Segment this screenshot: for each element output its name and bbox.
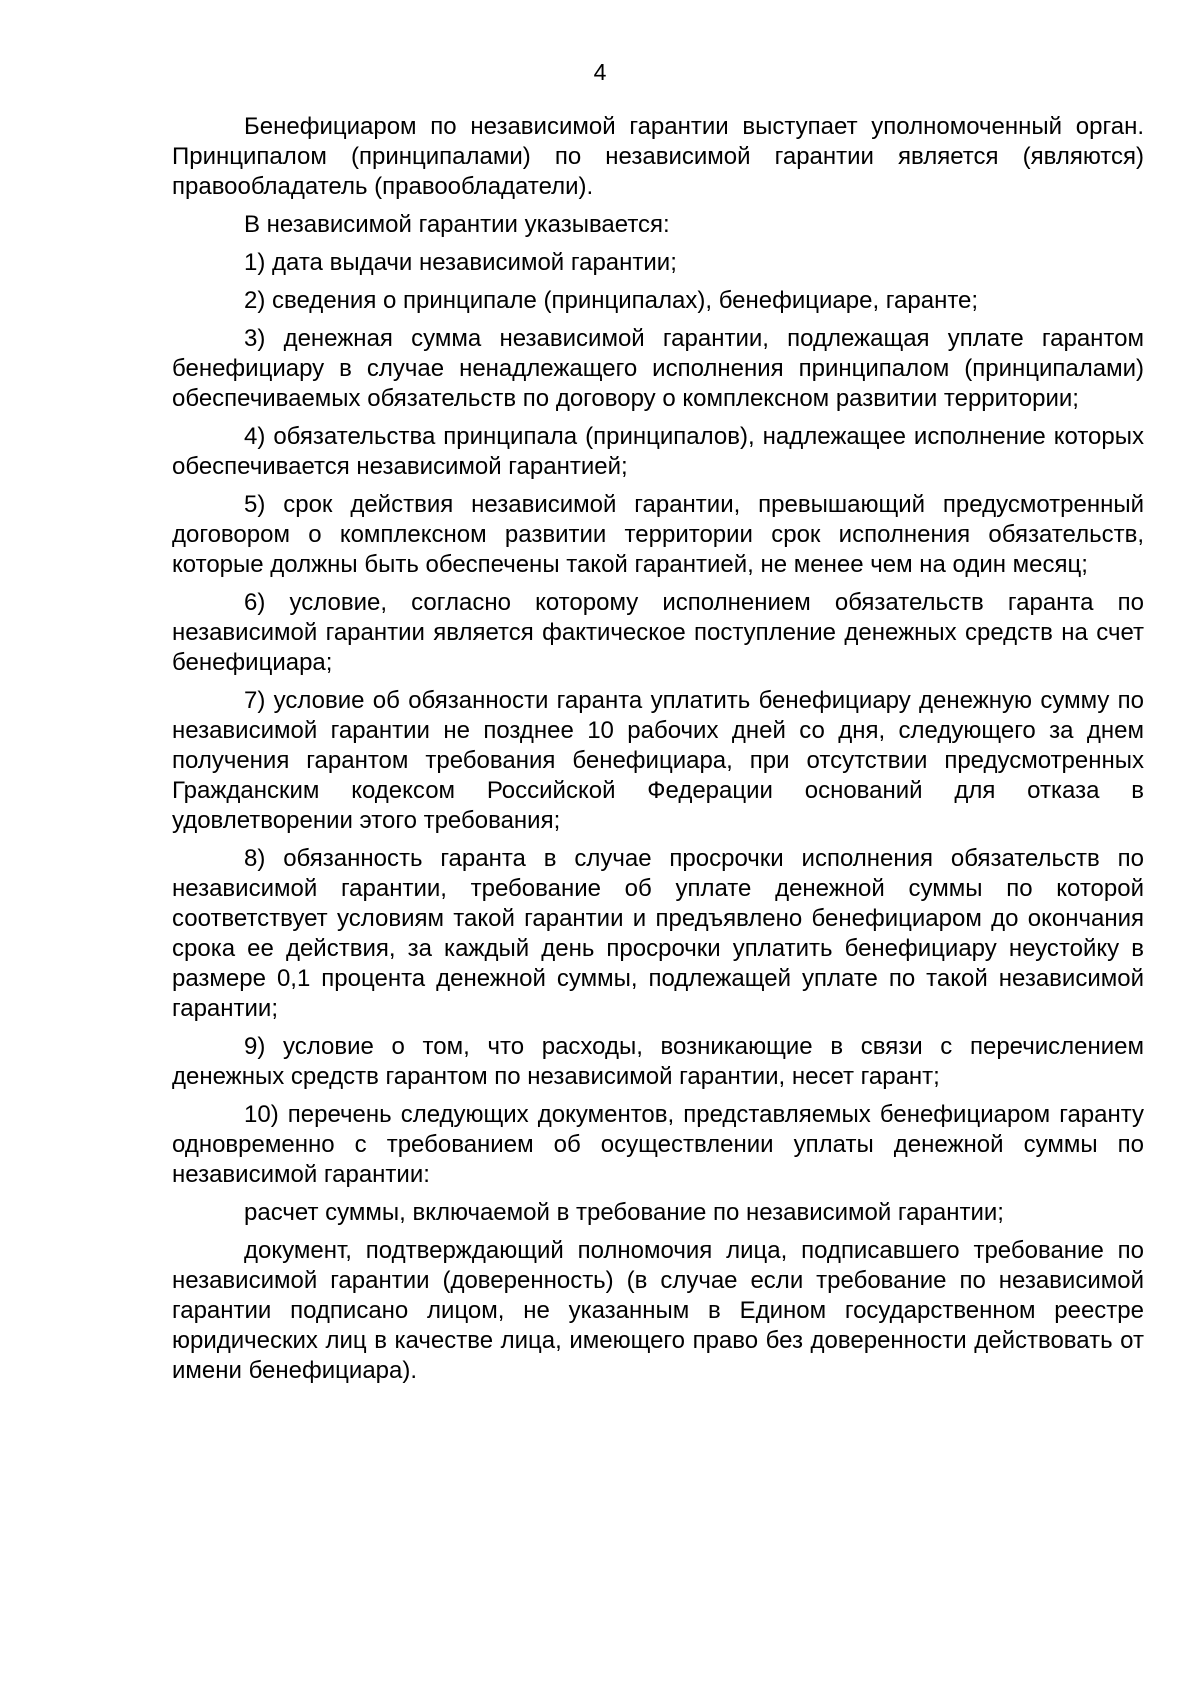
list-item-4: 4) обязательства принципала (принципалов), надлежащее исполнение которых обеспечивается независимой гарантией;	[172, 423, 1144, 480]
list-item-8: 8) обязанность гаранта в случае просрочки исполнения обязательств по независимой гарантии, требование об уплате денежной суммы по которой соответствует условиям такой гарантии и предъявлено бенефициаром до окончания срока ее действия, за каждый день просрочки уплатить бенефициару неустойку в размере 0,1 процента денежной суммы, подлежащей уплате по такой независимой гарантии;	[172, 845, 1144, 1022]
paragraph-guarantee-contents-intro: В независимой гарантии указывается:	[244, 211, 670, 238]
list-item-9: 9) условие о том, что расходы, возникающие в связи с перечислением денежных средств гарантом по независимой гарантии, несет гарант;	[172, 1033, 1144, 1090]
document-item-calculation: расчет суммы, включаемой в требование по независимой гарантии;	[244, 1199, 1004, 1226]
list-item-6: 6) условие, согласно которому исполнением обязательств гаранта по независимой гарантии является фактическое поступление денежных средств на счет бенефициара;	[172, 589, 1144, 676]
list-item-1: 1) дата выдачи независимой гарантии;	[244, 249, 677, 276]
list-item-7: 7) условие об обязанности гаранта уплатить бенефициару денежную сумму по независимой гарантии не позднее 10 рабочих дней со дня, следующего за днем получения гарантом требования бенефициара, при отсутствии предусмотренных Гражданским кодексом Российской Федерации оснований для отказа в удовлетворении этого требования;	[172, 687, 1144, 834]
list-item-5: 5) срок действия независимой гарантии, превышающий предусмотренный договором о комплексном развитии территории срок исполнения обязательств, которые должны быть обеспечены такой гарантией, не менее чем на один месяц;	[172, 491, 1144, 578]
document-item-power-of-attorney: документ, подтверждающий полномочия лица, подписавшего требование по независимой гарантии (доверенность) (в случае если требование по независимой гарантии подписано лицом, не указанным в Едином государственном реестре юридических лиц в качестве лица, имеющего право без доверенности действовать от имени бенефициара).	[172, 1237, 1144, 1384]
list-item-10: 10) перечень следующих документов, представляемых бенефициаром гаранту одновременно с требованием об осуществлении уплаты денежной суммы по независимой гарантии:	[172, 1101, 1144, 1188]
list-item-2: 2) сведения о принципале (принципалах), бенефициаре, гаранте;	[244, 287, 979, 314]
paragraph-beneficiary: Бенефициаром по независимой гарантии выступает уполномоченный орган. Принципалом (принципалами) по независимой гарантии является (являются) правообладатель (правообладатели).	[172, 113, 1144, 200]
document-body	[172, 112, 1144, 1394]
list-item-3: 3) денежная сумма независимой гарантии, подлежащая уплате гарантом бенефициару в случае ненадлежащего исполнения принципалом (принципалами) обеспечиваемых обязательств по договору о комплексном развитии территории;	[172, 325, 1144, 412]
page-number: 4	[593, 59, 607, 85]
